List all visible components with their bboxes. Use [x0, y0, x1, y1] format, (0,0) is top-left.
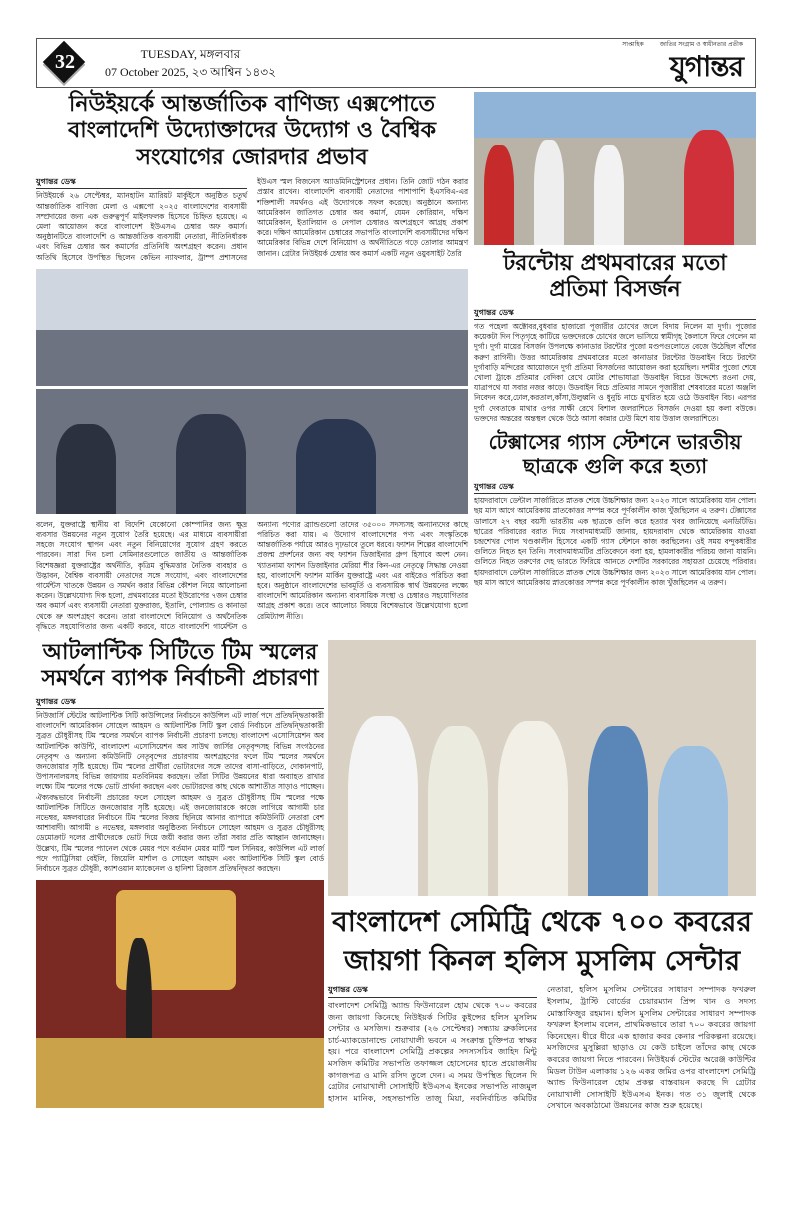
headline-atlantic-city: আটলান্টিক সিটিতে টিম স্মলের সমর্থনে ব্যাপক নির্বাচনী প্রচারণা — [41, 640, 319, 692]
date: 07 October 2025, ২৩ আশ্বিন ১৪৩২ — [105, 65, 276, 79]
logo-tag-left: সাপ্তাহিক — [622, 41, 644, 48]
page-number-badge: 32 — [45, 43, 85, 83]
page-header — [36, 38, 756, 88]
weekday: TUESDAY, মঙ্গলবার — [140, 47, 241, 61]
bottom-section — [36, 640, 756, 1112]
top-section — [36, 92, 756, 632]
headline-trade-expo: নিউইয়র্কে আন্তর্জাতিক বাণিজ্য এক্সপোতে বাংলাদেশি উদ্যোক্তাদের উদ্যোগ ও বৈশ্বিক সংযোগের জোরদার প্রভাব — [67, 92, 437, 170]
article-trade-expo-bottom: বলেন, যুক্তরাষ্ট্রে স্থানীয় বা বিদেশি যেকোনো কোম্পানির জন্য ক্ষুদ্র ব্যবসার উন্নয়নের নতুন সুযোগ তৈরি হয়েছে। এর মাধ্যমে ব্যবসায়ীরা সহজে সংযোগ স্থাপন এবং নতুন বিনিয়োগের সুযোগ গ্রহণ করতে পারবেন। সারা দিন চলা সেমিনারগুলোতে জাতীয় ও আন্তর্জাতিক বিশেষজ্ঞরা যুক্তরাষ্ট্রের অর্থনীতি, কৃত্রিম বুদ্ধিমত্তার নৈতিক ব্যবহার ও উদ্ভাবন, বৈশ্বিক ব্যবসায়ী নেতাদের সঙ্গে সংযোগ, এবং বাংলাদেশের গার্মেন্টস খাতকে উন্নয়ন ও সমর্থন করার বিভিন্ন কৌশল নিয়ে আলোচনা করেন। উল্লেখযোগ্য দিক হলো, প্রথমবারের মতো ইউরোপের ৭জন চেম্বার অব কমার্স এবং ব্যবসায়ী নেতারা যুক্তরাজ্য, ইতালি, পোল্যান্ড ও কানাডা থেকে ভ্রু অংশগ্রহণ করেন। তারা বাংলাদেশে বিনিয়োগ ও অর্থনৈতিক বৃদ্ধিতে সহযোগিতার জন্য একটি করবে, যাতে বাংলাদেশি গার্মেন্টস ও অন্যান্য পণ্যের ব্র্যান্ডগুলো তাদের ৩৫০০০ সদস্যসহ অন্যান্যদের কাছে পরিচিত করা যায়। এ উদ্যোগ বাংলাদেশের পণ্য এবং সংস্কৃতিকে আন্তর্জাতিক পর্যায়ে আরও দৃঢ়ভাবে তুলে ধরবে। ফ্যাশন শিল্পের বাংলাদেশি প্রজন্ম প্রদর্শনের জন্য বহু ফ্যাশন ডিজাইনার গ্রুপ হিসাবে অংশ নেন। খ্যাতনামা ফ্যাশন ডিজাইনার মেরিয়া শীর কিন-এর নেতৃত্বে সিদ্ধান্ত নেওয়া হয়, বাংলাদেশি ফ্যাশন মার্কিন যুক্তরাষ্ট্রে এবং এর বাইরেও পরিচিত করা হবে। অনুষ্ঠানে বাংলাদেশের ভাবমূর্তি ও ব্যবসায়িক স্বার্থ উন্নয়নের লক্ষ্যে বাংলাদেশি আমেরিকান অন্যান্য ব্যবসায়িক সংস্থা ও চেম্বারও সহযোগিতার আগ্রহ প্রকাশ করে। তবে আলোচ্য বিষয়ে বিশেষভাবে উল্লেখযোগ্য হলো রেমিট্যান্স নীতি। — [36, 519, 468, 631]
issue-date — [105, 45, 276, 81]
article-atlantic-city: যুগান্তর ডেস্ক নিউজার্সি স্টেটের আটলান্টিক সিটি কাউন্সিলের নির্বাচনে কাউন্সিল এট লার্জ পদে প্রতিদ্বন্দ্বিতাকারী বাংলাদেশি আমেরিকান সোহেল আহমদ ও আটলান্টিক সিটি স্কুল বোর্ড নির্বাচনে প্রতিদ্বন্দ্বিতাকারী সুব্রত চৌধুরীসহ টিম স্মলের সমর্থনে ব্যাপক নির্বাচনী প্রচারণা চলছে। বাংলাদেশ এসোসিয়েশন অব আটলান্টিক কাউন্টি, বাংলাদেশ এসোসিয়েশন অব সাউথ জার্সির নেতৃবৃন্দসহ বিভিন্ন সংগঠনের নেতৃবৃন্দ ও অন্যান্য কমিউনিটি নেতৃবৃন্দের প্রচারণায় অংশগ্রহণের ফলে টিম স্মলের সমর্থনে জনজোয়ার সৃষ্টি হয়েছে। টিম স্মলের প্রার্থীরা ভোটারদের সঙ্গে তাদের বাসা-বাড়িতে, দোকানপাট, উপাসনালয়সহ বিভিন্ন জায়গায় মতবিনিময় করছেন। তাঁরা সিটির উন্নয়নের ধারা অব্যাহত রাখার লক্ষ্যে টিম স্মলের পক্ষে ভোট প্রার্থনা করছেন এবং ভোটারদের কাছ থেকে আশাতীত সাড়াও পাচ্ছেন। ঐক্যবদ্ধভাবে নির্বাচনী প্রচারের ফলে সোহেল আহমদ ও সুব্রত চৌধুরীসহ টিম স্মলের পক্ষে আটলান্টিক সিটিতে জনজোয়ার সৃষ্টি হয়েছে। এই জনজোয়ারকে কাজে লাগিয়ে আগামী চার নভেম্বর, মঙ্গলবারের নির্বাচনে টিম স্মলের বিজয় ছিনিয়ে আনার ব্যাপারে কমিউনিটি নেতারা বেশ আশাবাদী। আগামী ৪ নভেম্বর, মঙ্গলবার অনুষ্ঠিতব্য নির্বাচনে সোহেল আহমদ ও সুব্রত চৌধুরীসহ ডেমোক্রাট দলের প্রার্থীদেরকে ভোট দিয়ে জয়ী করার জন্য তাঁরা সবার প্রতি আহ্বান জানাচ্ছেন। উল্লেখ্য, টিম স্মলের প্যানেল থেকে মেয়র পদে বর্তমান মেয়র মার্টি স্মল সিনিয়র, কাউন্সিল এট লার্জ পদে প্যাট্রিসিয়া বেইলি, জিয়েলি মার্শাল ও সোহেল আহমদ এবং আটলান্টিক সিটি স্কুল বোর্ড নির্বাচনে সুব্রত চৌধুরী, ক্যাশওয়ান ম্যাকেনেল ও হানিশা ব্রিজাস প্রতিদ্বন্দ্বিতা করছেন। — [36, 696, 324, 874]
left-column — [36, 92, 468, 632]
headline-toronto: টরন্টোয় প্রথমবারের মতো প্রতিমা বিসর্জন — [503, 251, 727, 303]
photo-cemetery-agreement — [328, 640, 756, 896]
photo-puja-event — [36, 880, 324, 1108]
bottom-right-column — [328, 640, 756, 1112]
logo-name: যুগান্তর — [669, 50, 743, 83]
headline-texas: টেক্সাসের গ্যাস স্টেশনে ভারতীয় ছাত্রকে গুলি করে হত্যা — [488, 430, 742, 479]
logo-tag-right: জাতির সংগ্রাম ও স্বাধীনতার প্রতীক — [659, 41, 743, 48]
article-cemetery: যুগান্তর ডেস্ক বাংলাদেশ সেমিট্রি অ্যান্ড ফিউনারেল হোম থেকে ৭০০ কবরের জন্য জায়গা কিনেছে নিউইয়র্ক সিটির কুইন্সের হলিস মুসলিম সেন্টার ও মসজিদ। শুক্রবার (২৬ সেপ্টেম্বর) সন্ধ্যায় ব্রুকলিনের চার্চ-ম্যাকডোনাল্ডে নোয়াখালী ভবনে এ সংক্রান্ত চুক্তিপত্র স্বাক্ষর হয়। পরে বাংলাদেশ সেমিট্রি প্রকল্পের সদস্যসচিব জাহিদ মিন্টু মসজিদ কমিটির সভাপতি তফাজ্জল হোসেনের হাতে প্রয়োজনীয় কাগজপত্র ও মানি রসিদ তুলে দেন। এ সময় উপস্থিত ছিলেন দি গ্রেটার নোয়াখালী সোসাইটি ইউএসএ ইনকের সভাপতি নাজমুল হাসান মানিক, সহসভাপতি তাজু মিয়া, নবনির্বাচিত কমিটির নেতারা, হলিস মুসলিম সেন্টারের সাধারণ সম্পাদক ফখরুল ইসলাম, ট্রাস্টি বোর্ডের চেয়ারম্যান প্রিন্স খান ও সদস্য মোস্তাফিজুর রহমান। হলিস মুসলিম সেন্টারের সাধারণ সম্পাদক ফখরুল ইসলাম বলেন, প্রাথমিকভাবে তারা ৭০০ কবরের জায়গা কিনেছেন। ধীরে ধীরে এক হাজার কবর কেনার পরিকল্পনা রয়েছে। মসজিদের মুসুল্লিরা ছাড়াও যে কেউ চাইলে তাঁদের কাছ থেকে কবরের জায়গা নিতে পারবেন। নিউইয়র্ক স্টেটের অরেঞ্জ কাউন্টির মিডল টাউন এলাকায় ১২৬ একর জমির ওপর বাংলাদেশ সেমিট্রি অ্যান্ড ফিউনারেল হোম প্রকল্প বাস্তবায়ন করছে দি গ্রেটার নোয়াখালী সোসাইটি ইউএসএ ইনক। গত ৩১ জুলাই থেকে সেখানে অবকাঠামো উন্নয়নের কাজ শুরু হয়েছে। — [328, 984, 756, 1111]
headline-cemetery: বাংলাদেশ সেমিট্রি থেকে ৭০০ কবরের জায়গা কিনল হলিস মুসলিম সেন্টার — [332, 905, 752, 978]
right-column — [474, 92, 756, 588]
article-toronto: যুগান্তর ডেস্ক গত পহেলা অক্টোবর,বুধবার হাজারো পূজারীর চোখের জলে বিদায় নিলেন মা দুর্গা। পূজোর কয়েকটা দিন পিতৃগৃহে কাটিয়ে ভক্তদেরকে চোখের জলে ভাসিয়ে স্বামীগৃহ কৈলাসে ফিরে গেলেন মা দুর্গা। দুর্গা মায়ের বিসর্জন উপলক্ষে কানাডার টরন্টোর পুজো মণ্ডপগুলোতে বেজে উঠেছিল বাঁশের করুণ রাগিনী। উত্তর আমেরিকায় প্রথমবারের মতো কানাডার টরন্টোর উডবাইন বিচে টরন্টো দুর্গাবাড়ি মন্দিরের আয়োজনে দুর্গা প্রতিমা বিসর্জনের আয়োজন করা হয়েছিল। দশমীর পুজো শেষে খোলা ট্রাকে প্রতিমার বেদিকা রেখে মোটর শোভাযাত্রা উডবাইন বিচের উদ্দেশ্যে রওনা দেয়, যাত্রাপথে যা সবার নজর কাড়ে। উডবাইন বিচে প্রতিমার সামনে পূজারীরা শেষবারের মতো অঞ্জলি নিবেদন করে,ঢোল,করতাল,কাঁসা,উলুধ্বনি ও ধুনুচি নাচে মুখরিত হয়ে ওঠে উডবাইন বিচ। এরপর দুর্গা দেবতাকে মাথার ওপর সাক্ষী রেখে বিশাল জলরাশিতে বিসর্জন দেওয়া হয় কলা বউকে। ভক্তদের অন্তরের অন্তস্থল থেকে উঠে আসা কান্নার ঢেউ মিশে যায় উত্তাল জলরাশিতে। — [474, 307, 756, 423]
newspaper-logo — [622, 41, 743, 85]
article-trade-expo-top: যুগান্তর ডেস্ক নিউইয়র্কে ২৬ সেপ্টেম্বর, ম্যানহাটন ম্যারিয়ট মার্কুইসে অনুষ্ঠিত চতুর্থ আন্তর্জাতিক বাণিজ্য মেলা ও এক্সপো ২০২৫ বাংলাদেশের ব্যবসায়ী সম্প্রদায়ের জন্য এক গুরুত্বপূর্ণ মাইলফলক হিসেবে চিহ্নিত হয়েছে। এ মেলা আয়োজন করে বাংলাদেশ ইউএসএ চেম্বার অফ কমার্স। অনুষ্ঠানটিতে বাংলাদেশি ও আন্তর্জাতিক ব্যবসায়ী নেতারা, নীতিনির্ধারক এবং বিভিন্ন চেম্বার অব কমার্সের প্রতিনিধি অংশগ্রহণ করেন। প্রধান অতিথি হিসেবে উপস্থিত ছিলেন কেভিন ন্যাফলার, ট্রাম্প প্রশাসনের ইউএস স্মল বিজনেস অ্যাডমিনিস্ট্রেশনের প্রধান। তিনি জোট গঠন করার প্রস্তাব রাখেন। বাংলাদেশি ব্যবসায়ী নেতাদের পাশাপাশি ইএসবিএ-এর শক্তিশালী সমর্থনও এই উদ্যোগকে সফল করেছে। অনুষ্ঠানে অন্যান্য আমেরিকান জাতিগত চেম্বার অব কমার্স, যেমন কোরিয়ান, দক্ষিণ আমেরিকান, ইতালিয়ান ও নেপাল চেম্বারও অংশগ্রহণে আগ্রহ প্রকাশ করে। দক্ষিণ আমেরিকান চেম্বারের সভাপতি বাংলাদেশি ব্যবসায়ীদের দক্ষিণ আমেরিকার বিভিন্ন দেশে বিনিয়োগ ও অর্থনীতিতে গড়ে তোলার আমন্ত্রণ জানান। গ্রেটার নিউইয়র্ক চেম্বার অব কমার্স একটি নতুন ওয়ুবসাইট তৈরি — [36, 177, 468, 262]
article-texas: যুগান্তর ডেস্ক হায়দরাবাদে ডেন্টাল সার্জারিতে স্নাতক শেষে উচ্চশিক্ষার জন্য ২০২৩ সালে আমেরিকায় যান পোল। ছয় মাস আগে আমেরিকায় স্নাতকোত্তর সম্পন্ন করে পূর্ণকালীন কাজ খুঁজছিলেন এ তরুণ। টেক্সাসের ডালাসে ২৭ বছর বয়সী ভারতীয় এক ছাত্রকে গুলি করে হত্যার খবর জানিয়েছে এনডিটিভি। ছাত্রের পরিবারের বরাত দিয়ে সংবাদমাধ্যমটি জানায়, হায়দরাবাদ থেকে আমেরিকায় যাওয়া চন্দ্রশেখর পোল খণ্ডকালীন হিসেবে একটি গ্যাস স্টেশনে কাজ করছিলেন। ওই সময় বন্দুকধারীর গুলিতে নিহত হন তিনি। সংবাদমাধ্যমটির প্রতিবেদনে বলা হয়, হামলাকারীর পরিচয় জানা যায়নি। গুলিতে নিহত তরুণের দেহ ভারতে ফিরিয়ে আনতে দেশটির সরকারের সহায়তা চেয়েছে পরিবার। হায়দরাবাদে ডেন্টাল সার্জারিতে স্নাতক শেষে উচ্চশিক্ষার জন্য ২০২৩ সালে আমেরিকায় যান পোল। ছয় মাস আগে আমেরিকায় স্নাতকোত্তর সম্পন্ন করে পূর্ণকালীন কাজ খুঁজছিলেন এ তরুণ। — [474, 482, 756, 587]
newspaper-page — [36, 0, 756, 1112]
photo-durga-immersion — [474, 92, 756, 245]
photo-expo-event — [36, 269, 468, 514]
bottom-left-column — [36, 640, 324, 1108]
